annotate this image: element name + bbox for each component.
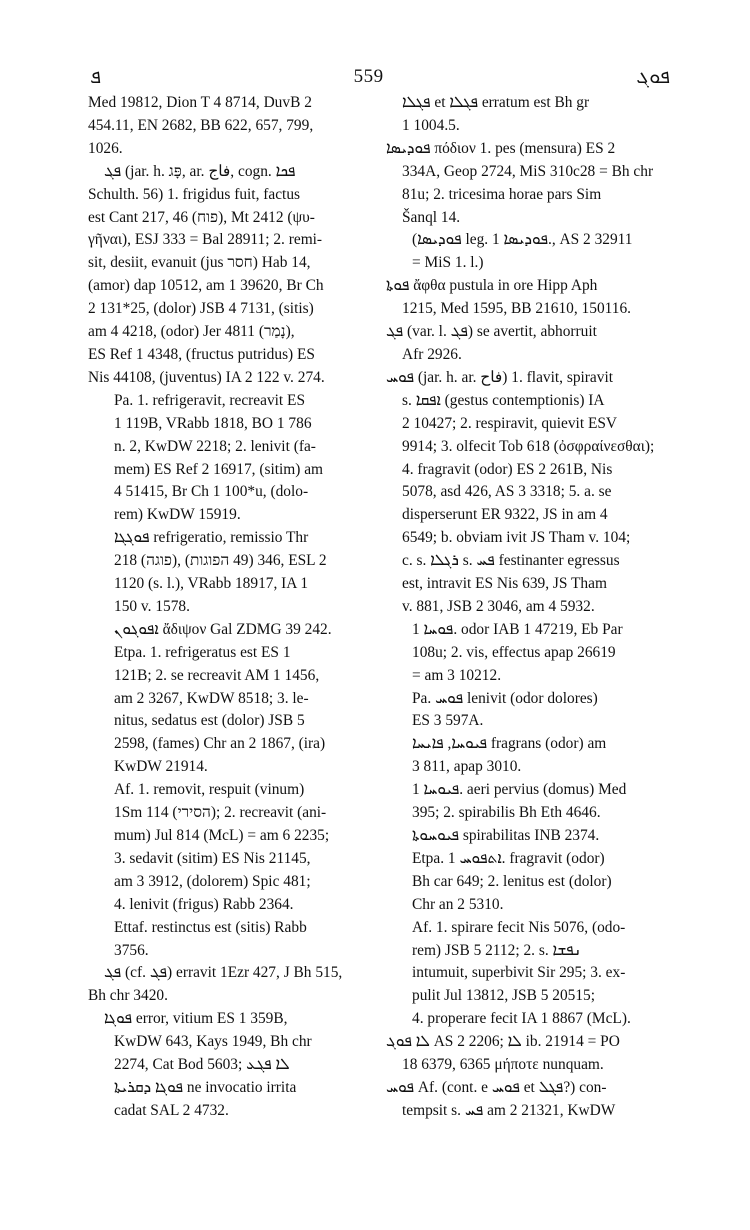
text-line: = am 3 10212. (412, 666, 502, 684)
text-line: 6549; b. obviam ivit JS Tham v. 104; (402, 529, 631, 547)
text-line: ܐܦܘܓܘܢ ἄδιψον Gal ZDMG 39 242. (114, 620, 332, 638)
text-line: mem) ES Ref 2 16917, (sitim) am (114, 460, 324, 478)
text-line: intumuit, superbivit Sir 295; 3. ex- (412, 964, 626, 982)
text-line: rem) KwDW 15919. (114, 506, 241, 524)
text-line: 1215, Med 1595, BB 21610, 150116. (402, 300, 632, 318)
text-line: tempsit s. ܦܚ am 2 21321, KwDW (402, 1101, 616, 1119)
text-line: ܦܘܬܐ ἄφθα pustula in ore Hipp Aph (386, 277, 598, 295)
text-line: 3. sedavit (sitim) ES Nis 21145, (114, 849, 311, 867)
text-line: 4 51415, Br Ch 1 100*u, (dolo- (114, 483, 309, 501)
header-right-glyph: ܦܘܓ (636, 65, 670, 88)
text-line: ܦܓ (jar. h. פָּג, ar. فاج, cogn. ܦܟܐ (104, 162, 296, 180)
text-line: s. ܐܦܩܐ (gestus contemptionis) IA (402, 391, 605, 409)
text-line: ܦܘܓܐ error, vitium ES 1 359B, (104, 1010, 288, 1028)
text-line: 454.11, EN 2682, BB 622, 657, 799, (88, 116, 314, 134)
text-line: Šanql 14. (402, 208, 461, 226)
text-line: cadat SAL 2 4732. (114, 1101, 229, 1119)
text-line: est, intravit ES Nis 639, JS Tham (402, 575, 607, 593)
text-line: 2 131*25, (dolor) JSB 4 7131, (sitis) (88, 300, 314, 318)
text-line: Etpa. 1. refrigeratus est ES 1 (114, 643, 291, 661)
text-line: 2598, (fames) Chr an 2 1867, (ira) (114, 735, 326, 753)
text-line: am 2 3267, KwDW 8518; 3. le- (114, 689, 309, 707)
header-left-glyph: ܦ (90, 65, 101, 88)
text-line: ܦܘܚܐ 1. odor IAB 1 47219, Eb Par (412, 620, 623, 638)
text-line: 1026. (88, 139, 123, 157)
text-line: ܦܘܕܝܣܐ πόδιον 1. pes (mensura) ES 2 (386, 139, 616, 157)
text-line: 5078, asd 426, AS 3 3318; 5. a. se (402, 483, 612, 501)
text-line: sit, desiit, evanuit (jus חסר) Hab 14, (88, 254, 311, 272)
text-line: ܦܝܘܚܐ 1. aeri pervius (domus) Med (412, 781, 627, 799)
text-line: (amor) dap 10512, am 1 39620, Br Ch (88, 277, 324, 295)
text-line: 2274, Cat Bod 5603; ܠܐ ܦܓܥ (114, 1056, 290, 1074)
text-line: KwDW 21914. (114, 758, 208, 776)
text-line: 4. properare fecit IA 1 8867 (McL). (412, 1010, 631, 1028)
text-line: 2 10427; 2. respiravit, quievit ESV (402, 414, 618, 432)
text-line: disperserunt ER 9322, JS in am 4 (402, 506, 608, 524)
text-line: 81u; 2. tricesima horae pars Sim (402, 185, 602, 203)
text-line: ܦܘܚ (jar. h. ar. فاح) 1. flavit, spiravit (386, 368, 614, 386)
text-line: 4. fragravit (odor) ES 2 261B, Nis (402, 460, 613, 478)
text-line: ܦܘܓܐ ܕܩܪܝܬܐ ne invocatio irrita (114, 1078, 297, 1096)
text-line: ܦܝܘܚܐ, ܦܐܝܚܐ fragrans (odor) am (412, 735, 607, 753)
text-line: am 4 4218, (odor) Jer 4811 (נָמַר), (88, 323, 295, 341)
text-line: 1120 (s. l.), VRabb 18917, IA 1 (114, 575, 309, 593)
page-header (90, 62, 670, 92)
text-line: KwDW 643, Kays 1949, Bh chr (114, 1033, 312, 1051)
text-line: 1Sm 114 (הסירי); 2. recreavit (ani- (114, 804, 327, 822)
text-line: ܦܝܘܚܘܬܐ spirabilitas INB 2374. (412, 827, 600, 844)
text-line: = MiS 1. l.) (412, 254, 484, 272)
text-line: pulit Jul 13812, JSB 5 20515; (412, 987, 596, 1005)
text-line: 1 1004.5. (402, 116, 460, 134)
text-line: 121B; 2. se recreavit AM 1 1456, (114, 666, 320, 684)
text-line: γῆναι), ESJ 333 = Bal 28911; 2. remi- (88, 231, 323, 249)
text-line: Af. 1. spirare fecit Nis 5076, (odo- (412, 918, 626, 936)
text-line: 4. lenivit (frigus) Rabb 2364. (114, 895, 294, 913)
text-line: Af. 1. removit, respuit (vinum) (114, 781, 305, 799)
text-line: est Cant 217, 46 (פוח), Mt 2412 (ψυ- (88, 208, 315, 226)
text-line: ܦܓ (cf. ܦܓ) erravit 1Ezr 427, J Bh 515, (104, 964, 343, 982)
text-line: Nis 44108, (juventus) IA 2 122 v. 274. (88, 368, 325, 386)
text-line: ܦܓ (var. l. ܦܓ) se avertit, abhorruit (386, 323, 597, 341)
text-line: Pa. ܦܘܚ lenivit (odor dolores) (412, 689, 598, 707)
text-line: Bh chr 3420. (88, 987, 168, 1005)
text-line: (ܦܘܕܝܣܐ leg. ܦܘܕܝܣܐ 1., AS 2 32911 (412, 231, 633, 249)
text-line: Ettaf. restinctus est (sitis) Rabb (114, 918, 307, 936)
text-line: 334A, Geop 2724, MiS 310c28 = Bh chr (402, 162, 654, 180)
text-line: ܦܘܚ Af. (cont. e ܦܘܚ et ܦܓܠ?) con- (386, 1078, 607, 1096)
text-line: 218 (פוגה), 346 (49 הפוגות), ESL 2 (114, 552, 327, 570)
text-line: rem) JSB 5 2112; 2. s. ܢܦܫܐ (412, 941, 582, 959)
text-line: n. 2, KwDW 2218; 2. lenivit (fa- (114, 437, 316, 455)
text-line: 150 v. 1578. (114, 597, 190, 615)
text-line: 18 6379, 6365 μήποτε nunquam. (402, 1056, 604, 1074)
text-line: ܠܐ ܦܘܓ AS 2 2206; ܠܐ ib. 21914 = PO (386, 1033, 620, 1051)
text-line: Med 19812, Dion T 4 8714, DuvB 2 (88, 94, 312, 111)
text-line: 395; 2. spirabilis Bh Eth 4646. (412, 804, 601, 822)
text-line: c. s. ܪܓܠܐ s. ܦܚ festinanter egressus (402, 552, 620, 570)
text-line: ܦܓܠܐ et ܦܓܠܐ erratum est Bh gr (402, 94, 590, 111)
text-line: mum) Jul 814 (McL) = am 6 2235; (114, 827, 330, 844)
left-column (88, 92, 388, 1123)
text-line: 1 119B, VRabb 1818, BO 1 786 (114, 414, 312, 432)
text-line: 3 811, apap 3010. (412, 758, 522, 776)
text-line: 3756. (114, 941, 149, 959)
text-line: ES Ref 1 4348, (fructus putridus) ES (88, 345, 315, 363)
page-number: 559 (353, 66, 384, 87)
text-line: 108u; 2. vis, effectus apap 26619 (412, 643, 616, 661)
text-line: Bh car 649; 2. lenitus est (dolor) (412, 872, 612, 890)
text-line: Afr 2926. (402, 345, 462, 363)
text-line: ܦܘܓܓܐ refrigeratio, remissio Thr (114, 529, 309, 547)
text-line: 9914; 3. olfecit Tob 618 (ὀσφραίνεσθαι); (402, 437, 655, 455)
text-line: Chr an 2 5310. (412, 895, 504, 913)
text-line: Pa. 1. refrigeravit, recreavit ES (114, 391, 306, 409)
text-line: Etpa. ܐܬܦܘܚ 1. fragravit (odor) (412, 849, 605, 867)
text-line: Schulth. 56) 1. frigidus fuit, factus (88, 185, 301, 203)
text-line: v. 881, JSB 2 3046, am 4 5932. (402, 597, 595, 615)
text-line: nitus, sedatus est (dolor) JSB 5 (114, 712, 305, 730)
text-line: ES 3 597A. (412, 712, 484, 730)
right-column (386, 92, 686, 1123)
text-line: am 3 3912, (dolorem) Spic 481; (114, 872, 311, 890)
